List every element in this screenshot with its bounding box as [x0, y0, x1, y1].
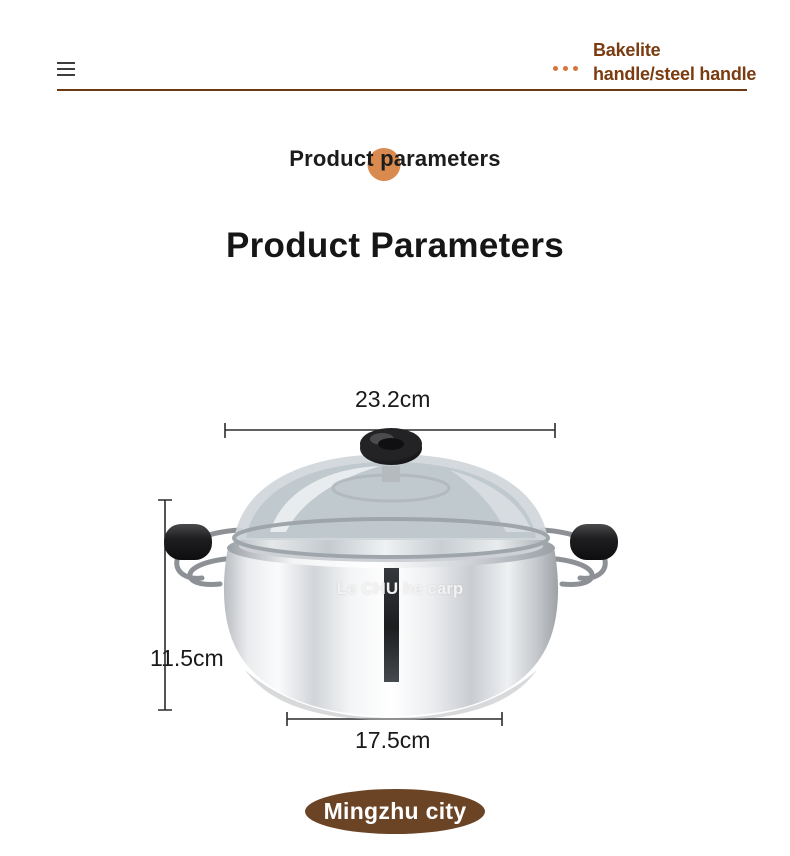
dot — [553, 66, 558, 71]
dimension-top-label: 23.2cm — [355, 386, 431, 412]
body-stripe — [384, 560, 399, 682]
hamburger-line — [57, 62, 75, 64]
pot-illustration — [150, 420, 650, 750]
section-subtitle: Product parameters — [289, 146, 501, 171]
handle-type-label: Bakelite handle/steel handle — [593, 40, 757, 84]
hamburger-line — [57, 68, 75, 70]
header-divider — [57, 89, 747, 91]
section-subtitle-wrap — [0, 146, 790, 186]
dot — [563, 66, 568, 71]
three-dots-icon — [553, 66, 578, 71]
dimension-left-label: 11.5cm — [150, 645, 224, 671]
watermark-text: Le CHU he carp — [336, 579, 464, 598]
dot — [573, 66, 578, 71]
product-dimension-diagram — [0, 370, 790, 780]
hamburger-icon[interactable] — [57, 62, 75, 76]
brand-label: Mingzhu city — [323, 798, 467, 824]
brand-badge — [305, 789, 485, 834]
hamburger-line — [57, 74, 75, 76]
page-title: Product Parameters — [225, 226, 565, 265]
dimension-bottom-label: 17.5cm — [355, 727, 431, 753]
top-bar — [0, 0, 790, 96]
